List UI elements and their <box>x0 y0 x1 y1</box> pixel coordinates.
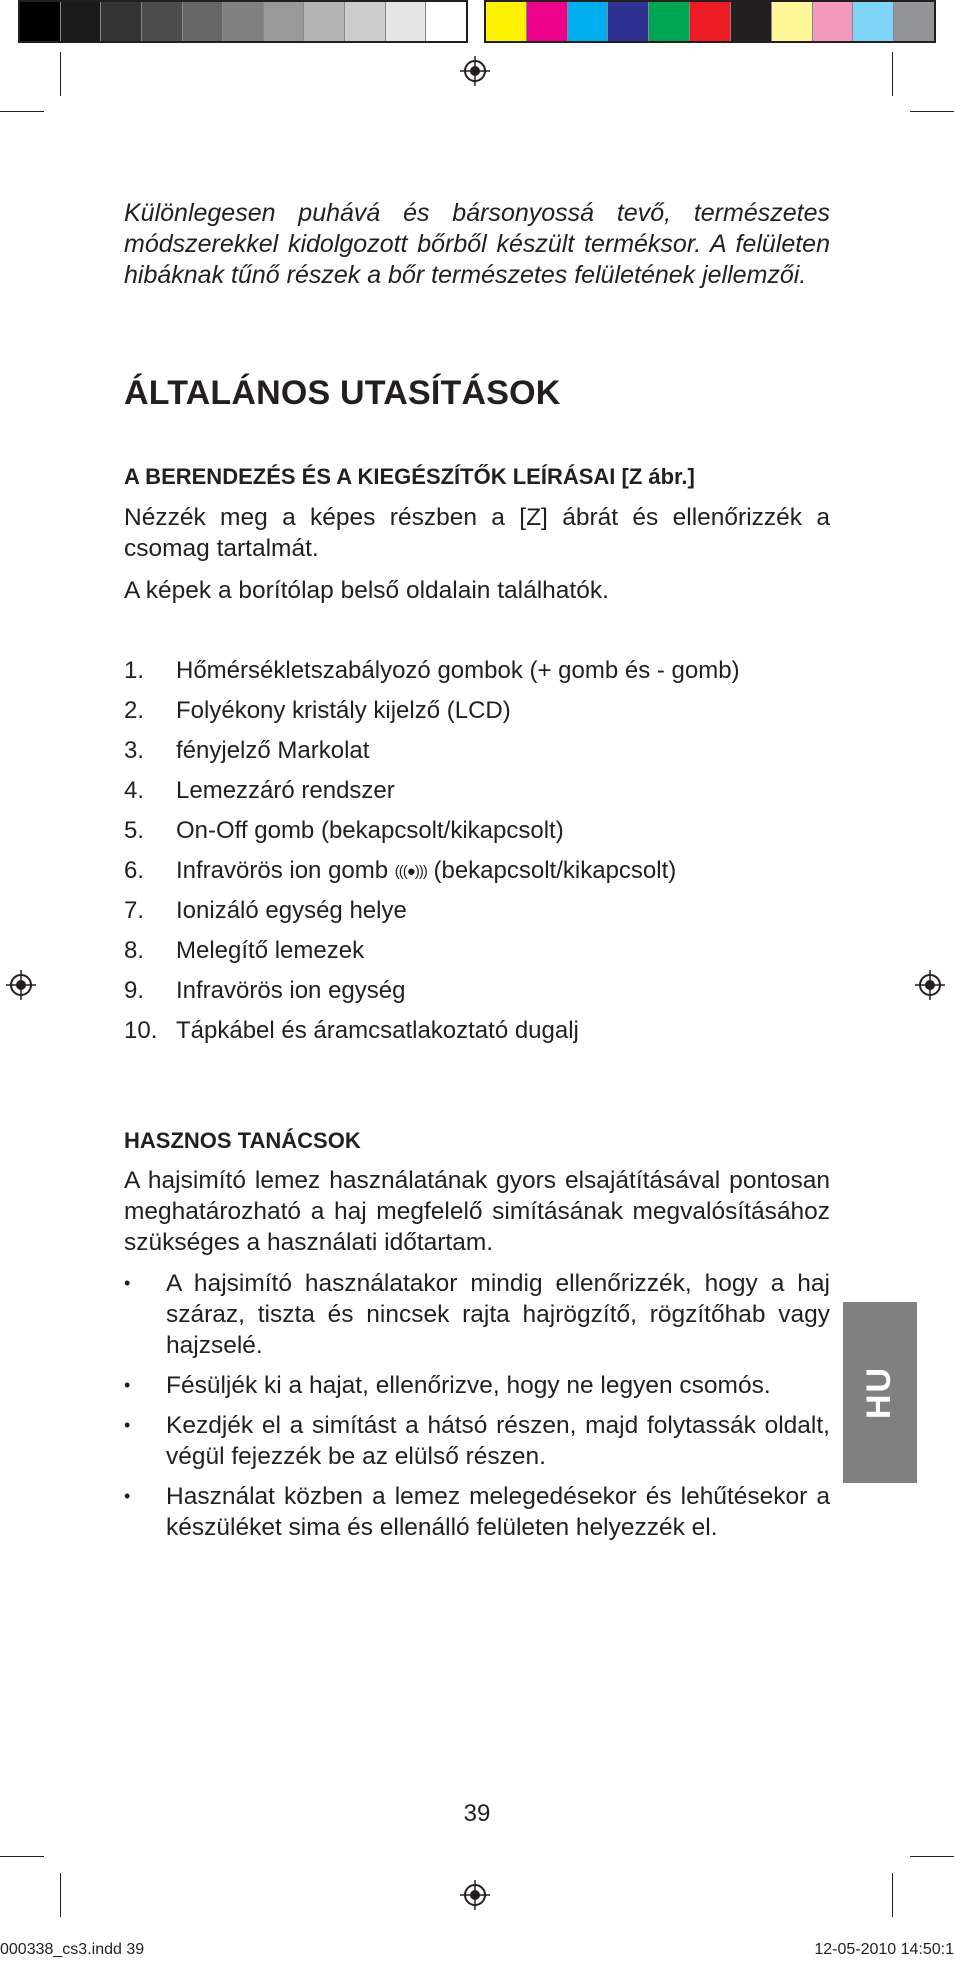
list-item-text: A hajsimító használatakor mindig ellenőrizzék, hogy a haj száraz, tiszta és nincsek rajta hajrögzítő, rögzítőhab vagy hajzselé. <box>166 1270 830 1359</box>
list-item-text: Folyékony kristály kijelző (LCD) <box>176 697 511 724</box>
color-swatch <box>813 2 854 41</box>
crop-mark <box>892 1873 893 1917</box>
language-tab-label: HU <box>860 1365 899 1420</box>
list-item <box>124 1016 830 1056</box>
color-swatch <box>101 2 142 41</box>
color-swatch <box>426 2 466 41</box>
list-item <box>124 1481 830 1543</box>
grayscale-color-bar <box>18 0 468 43</box>
registration-mark-icon <box>915 970 945 1000</box>
color-swatch <box>894 2 934 41</box>
list-item-text: (bekapcsolt/kikapcsolt) <box>433 857 677 884</box>
list-item-text: fényjelző Markolat <box>176 737 370 764</box>
list-item <box>124 736 830 776</box>
list-item-text: Fésüljék ki a hajat, ellenőrizve, hogy ne legyen csomós. <box>166 1372 771 1399</box>
intro-paragraph: Különlegesen puhává és bársonyossá tevő, természetes módszerekkel kidolgozott bőrből készült terméksor. A felületen hibáknak tűnő részek a bőr természetes felületének jellemzői. <box>124 199 830 289</box>
color-swatch <box>649 2 690 41</box>
list-item-text: Ionizáló egység helye <box>176 897 407 924</box>
list-item-number: 1. <box>124 657 145 684</box>
color-swatch <box>690 2 731 41</box>
bullet-icon: • <box>124 1415 131 1435</box>
list-item-number: 10. <box>124 1017 158 1044</box>
color-swatch <box>386 2 427 41</box>
list-item <box>124 816 830 856</box>
color-swatch <box>20 2 61 41</box>
list-item <box>124 976 830 1016</box>
section-description-paragraph: Nézzék meg a képes részben a [Z] ábrát és ellenőrizzék a csomag tartalmát. <box>124 504 830 562</box>
list-item <box>124 1370 830 1401</box>
list-item-number: 3. <box>124 737 145 764</box>
list-item-number: 2. <box>124 697 145 724</box>
list-item-text: Tápkábel és áramcsatlakoztató dugalj <box>176 1017 579 1044</box>
color-swatch <box>61 2 102 41</box>
list-item-number: 8. <box>124 937 145 964</box>
infrared-ion-icon: (((●))) <box>394 863 427 880</box>
list-item <box>124 856 830 896</box>
list-item <box>124 936 830 976</box>
language-tab <box>843 1302 917 1483</box>
list-item-number: 6. <box>124 857 145 884</box>
crop-mark <box>0 111 44 112</box>
list-item <box>124 1410 830 1472</box>
color-swatch <box>223 2 264 41</box>
color-swatch <box>731 2 772 41</box>
color-swatch <box>304 2 345 41</box>
list-item-text: Hőmérsékletszabályozó gombok (+ gomb és - gomb) <box>176 657 740 684</box>
page-number: 39 <box>463 1800 491 1827</box>
list-item-number: 5. <box>124 817 145 844</box>
tips-paragraph: A hajsimító lemez használatának gyors elsajátításával pontosan meghatározható a haj megfelelő simításának megvalósításához szükséges a használati időtartam. <box>124 1167 830 1256</box>
slug-filename: 000338_cs3.indd 39 <box>0 1941 145 1958</box>
list-item <box>124 656 830 696</box>
bullet-icon: • <box>124 1375 131 1395</box>
list-item-number: 4. <box>124 777 145 804</box>
section-heading-tips: HASZNOS TANÁCSOK <box>124 1128 361 1153</box>
color-swatch <box>142 2 183 41</box>
list-item <box>124 776 830 816</box>
list-item <box>124 696 830 736</box>
list-item-text: Melegítő lemezek <box>176 937 365 964</box>
color-swatch <box>568 2 609 41</box>
crop-mark <box>0 1856 44 1857</box>
color-swatch <box>853 2 894 41</box>
color-swatch <box>772 2 813 41</box>
crop-mark <box>60 52 61 96</box>
list-item-number: 7. <box>124 897 145 924</box>
color-swatch <box>345 2 386 41</box>
bullet-icon: • <box>124 1273 131 1293</box>
crop-mark <box>60 1873 61 1917</box>
registration-mark-icon <box>460 56 490 86</box>
tips-list <box>124 1268 830 1552</box>
list-item-text: On-Off gomb (bekapcsolt/kikapcsolt) <box>176 817 564 844</box>
color-swatch <box>183 2 224 41</box>
bullet-icon: • <box>124 1486 131 1506</box>
parts-list <box>124 656 830 1056</box>
process-color-bar <box>484 0 936 43</box>
crop-mark <box>910 1856 954 1857</box>
color-swatch <box>264 2 305 41</box>
slug-timestamp: 12-05-2010 14:50:1 <box>814 1941 954 1958</box>
list-item <box>124 896 830 936</box>
section-heading-description: A BERENDEZÉS ÉS A KIEGÉSZÍTŐK LEÍRÁSAI [Z ábr.] <box>124 464 695 489</box>
color-swatch <box>527 2 568 41</box>
crop-mark <box>892 52 893 96</box>
crop-mark <box>910 111 954 112</box>
list-item-text: Infravörös ion egység <box>176 977 406 1004</box>
list-item-number: 9. <box>124 977 145 1004</box>
list-item-text: Infravörös ion gomb <box>176 857 389 884</box>
list-item-text: Használat közben a lemez melegedésekor és lehűtésekor a készüléket sima és ellenálló felületen helyezzék el. <box>166 1483 830 1541</box>
color-swatch <box>608 2 649 41</box>
registration-mark-icon <box>460 1880 490 1910</box>
page-title: ÁLTALÁNOS UTASÍTÁSOK <box>124 374 561 412</box>
list-item <box>124 1268 830 1361</box>
list-item-text: Lemezzáró rendszer <box>176 777 395 804</box>
list-item-text: Kezdjék el a simítást a hátsó részen, majd folytassák oldalt, végül fejezzék be az elülső részen. <box>166 1412 830 1470</box>
section-description-note: A képek a borítólap belső oldalain találhatók. <box>124 577 609 604</box>
color-swatch <box>486 2 527 41</box>
registration-mark-icon <box>6 970 36 1000</box>
